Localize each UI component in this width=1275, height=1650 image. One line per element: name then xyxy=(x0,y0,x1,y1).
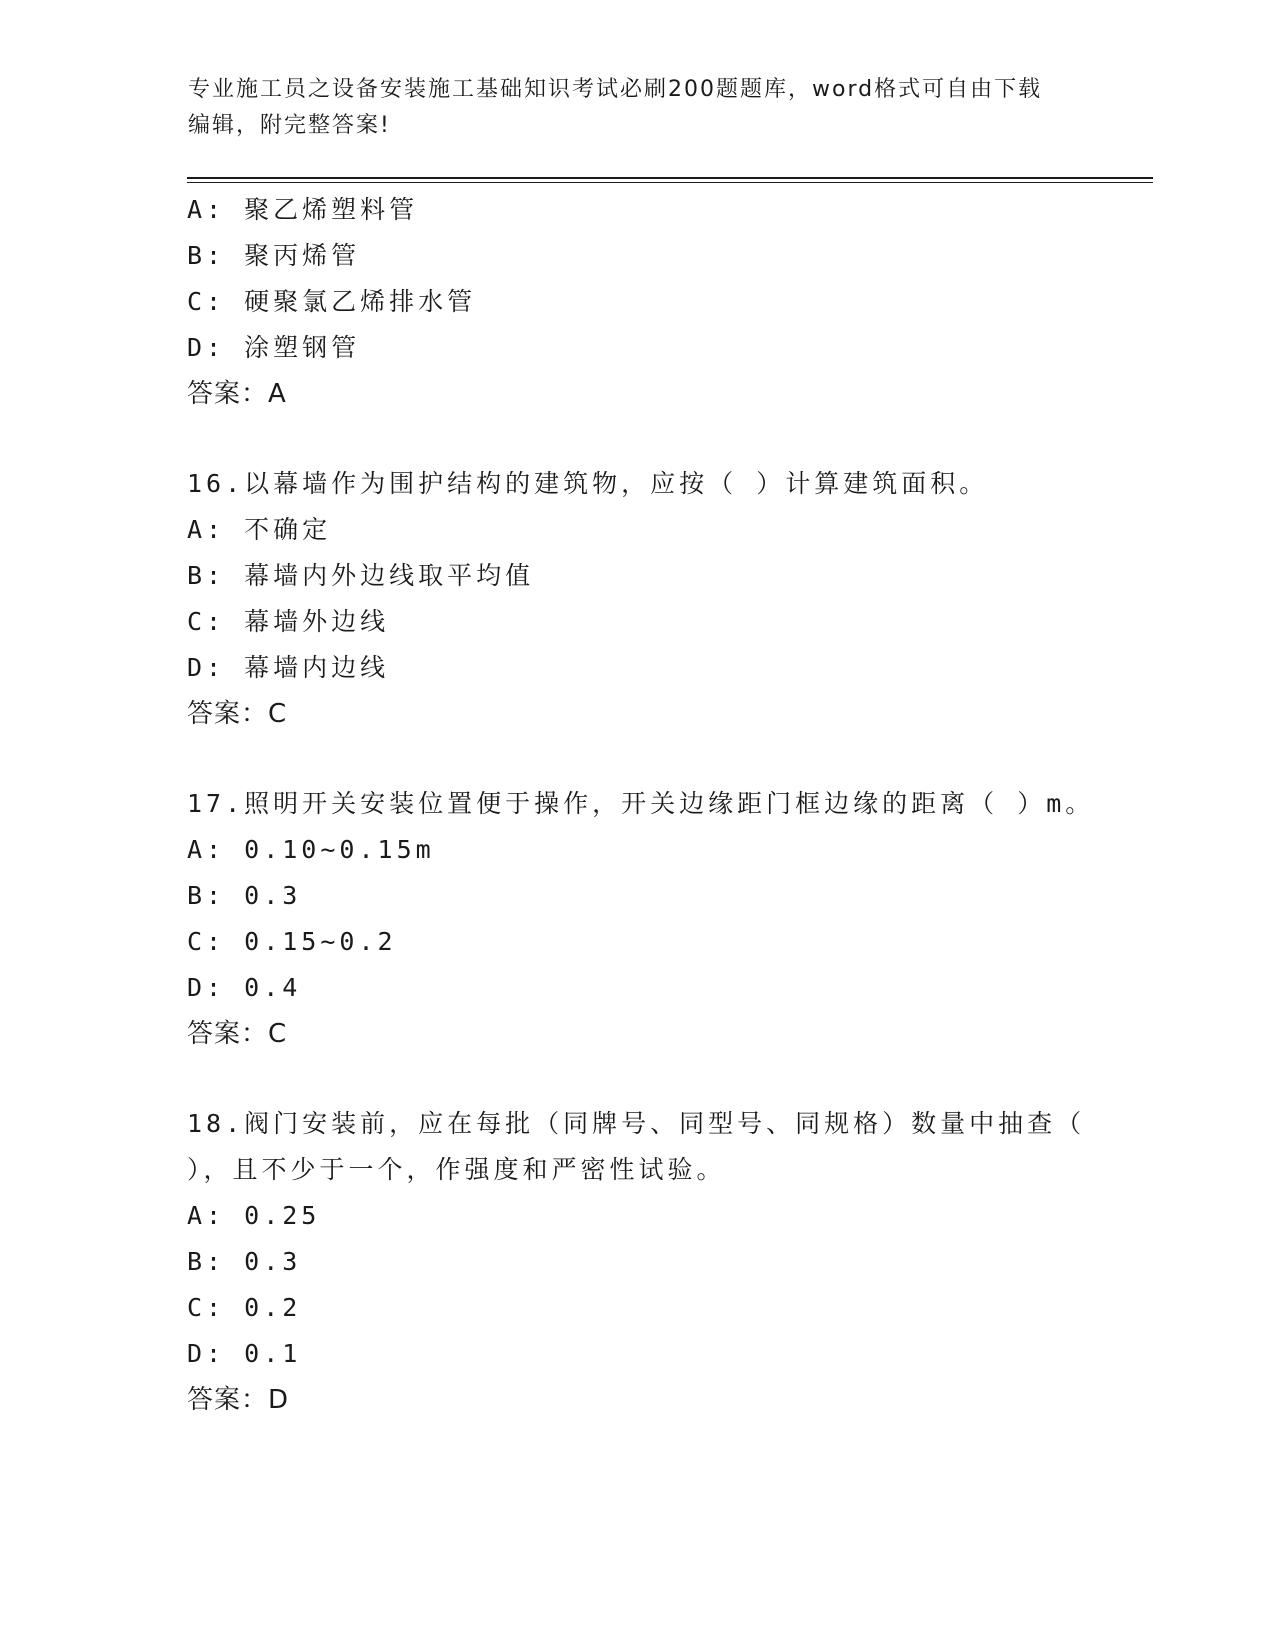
header-title-line-2: 编辑，附完整答案! xyxy=(188,113,391,138)
option-a: A: 0.10~0.15m xyxy=(187,835,435,864)
answer-line: 答案：C xyxy=(187,699,288,729)
option-c: C: 0.15~0.2 xyxy=(187,927,397,956)
header-divider-thin xyxy=(187,182,1153,183)
answer-line: 答案：A xyxy=(187,379,287,409)
option-d: D: 幕墙内边线 xyxy=(187,653,390,682)
option-d: D: 0.4 xyxy=(187,973,302,1002)
question-block-15 xyxy=(187,187,1087,417)
question-block-17 xyxy=(187,781,1095,1057)
option-a: A: 聚乙烯塑料管 xyxy=(187,195,419,224)
answer-line: 答案：C xyxy=(187,1019,288,1049)
question-block-18 xyxy=(187,1101,1087,1423)
option-b: B: 0.3 xyxy=(187,881,302,910)
option-d: D: 0.1 xyxy=(187,1339,302,1368)
header-title-line-1: 专业施工员之设备安装施工基础知识考试必刷200题题库，word格式可自由下载 xyxy=(188,77,1043,102)
option-b: B: 聚丙烯管 xyxy=(187,241,361,270)
answer-line: 答案：D xyxy=(187,1385,290,1415)
option-c: C: 幕墙外边线 xyxy=(187,607,390,636)
document-header xyxy=(188,72,1068,144)
option-d: D: 涂塑钢管 xyxy=(187,333,361,362)
option-a: A: 0.25 xyxy=(187,1201,321,1230)
header-divider-thick xyxy=(187,177,1153,179)
question-text-line-2: ），且不少于一个，作强度和严密性试验。 xyxy=(187,1155,726,1184)
question-text: 16.以幕墙作为围护结构的建筑物，应按（ ）计算建筑面积。 xyxy=(187,469,989,498)
option-b: B: 幕墙内外边线取平均值 xyxy=(187,561,535,590)
option-c: C: 0.2 xyxy=(187,1293,302,1322)
question-text-line-1: 18.阀门安装前，应在每批（同牌号、同型号、同规格）数量中抽查（ xyxy=(187,1109,1086,1138)
question-text: 17.照明开关安装位置便于操作，开关边缘距门框边缘的距离（ ）m。 xyxy=(187,789,1095,818)
question-list xyxy=(187,187,1095,1423)
option-a: A: 不确定 xyxy=(187,515,332,544)
option-b: B: 0.3 xyxy=(187,1247,302,1276)
option-c: C: 硬聚氯乙烯排水管 xyxy=(187,287,477,316)
question-block-16 xyxy=(187,461,1087,737)
